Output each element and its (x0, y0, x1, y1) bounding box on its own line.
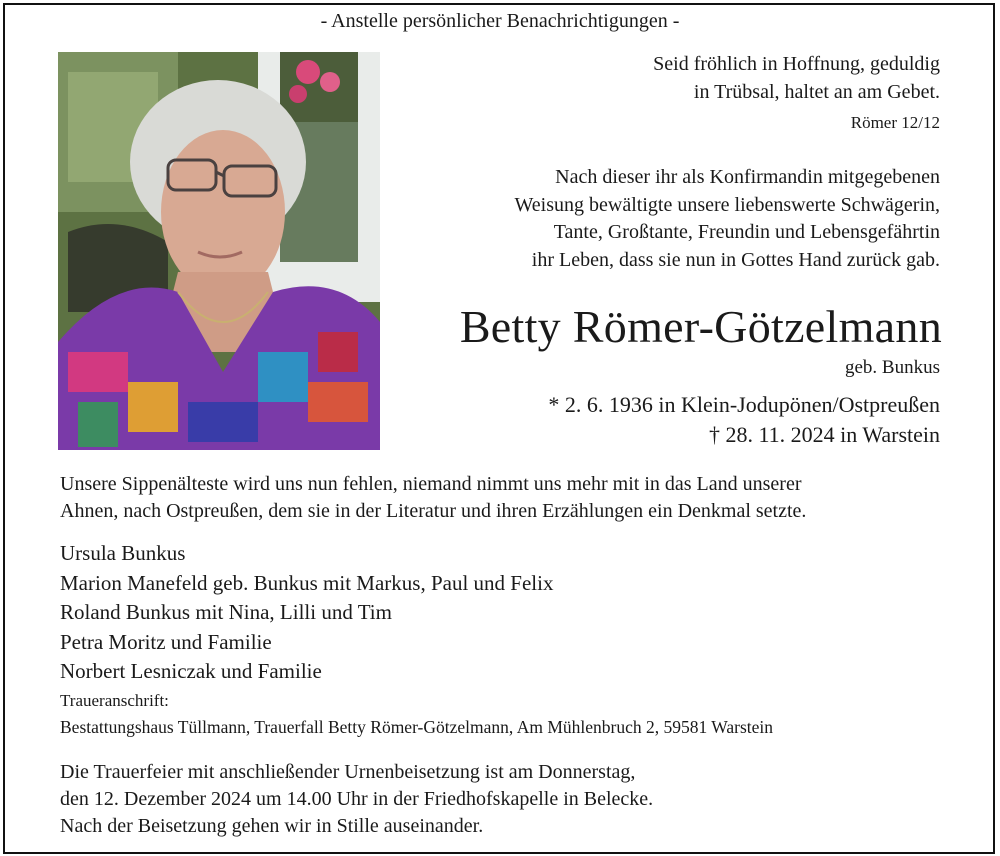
intro-line: Tante, Großtante, Freundin und Lebensgefährtin (553, 221, 940, 243)
service-line: Nach der Beisetzung gehen wir in Stille auseinander. (60, 815, 484, 837)
deceased-name: Betty Römer-Götzelmann (459, 301, 942, 352)
intro-line: Nach dieser ihr als Konfirmandin mitgegebenen (555, 166, 940, 188)
service-details (60, 759, 653, 840)
address-label: Traueranschrift: (60, 691, 169, 710)
verse-line: Seid fröhlich in Hoffnung, geduldig (653, 53, 940, 75)
service-line: Die Trauerfeier mit anschließender Urnenbeisetzung ist am Donnerstag, (60, 761, 636, 783)
death-date: † 28. 11. 2024 in Warstein (708, 422, 940, 447)
intro-line: ihr Leben, dass sie nun in Gottes Hand zurück gab. (531, 248, 940, 271)
service-line: den 12. Dezember 2024 um 14.00 Uhr in der Friedhofskapelle in Belecke. (60, 788, 654, 810)
mourner-name: Roland Bunkus mit Nina, Lilli und Tim (60, 600, 392, 624)
intro-text (515, 164, 940, 274)
maiden-name: geb. Bunkus (845, 357, 940, 378)
verse-line: in Trübsal, haltet an am Gebet. (693, 81, 940, 103)
mourner-name: Norbert Lesniczak und Familie (60, 659, 322, 683)
life-dates (548, 390, 940, 450)
birth-date: * 2. 6. 1936 in Klein-Jodupönen/Ostpreußen (548, 392, 940, 417)
portrait-photo (58, 52, 380, 450)
mourner-name: Ursula Bunkus (60, 541, 186, 565)
tribute-text (60, 471, 806, 525)
tribute-line: Unsere Sippenälteste wird uns nun fehlen, niemand nimmt uns mehr mit in das Land unserer (60, 473, 802, 495)
mourning-address: Bestattungshaus Tüllmann, Trauerfall Betty Römer-Götzelmann, Am Mühlenbruch 2, 59581 Warstein (60, 717, 774, 737)
tribute-line: Ahnen, nach Ostpreußen, dem sie in der Literatur und ihren Erzählungen ein Denkmal setzte. (60, 500, 807, 522)
intro-line: Weisung bewältigte unsere liebenswerte Schwägerin, (514, 193, 940, 216)
mourners-list (60, 539, 553, 687)
bible-verse (653, 50, 940, 106)
verse-reference: Römer 12/12 (850, 113, 940, 132)
mourner-name: Marion Manefeld geb. Bunkus mit Markus, Paul und Felix (60, 570, 554, 595)
header-line: - Anstelle persönlicher Benachrichtigungen - (320, 10, 680, 32)
mourner-name: Petra Moritz und Familie (60, 629, 272, 654)
